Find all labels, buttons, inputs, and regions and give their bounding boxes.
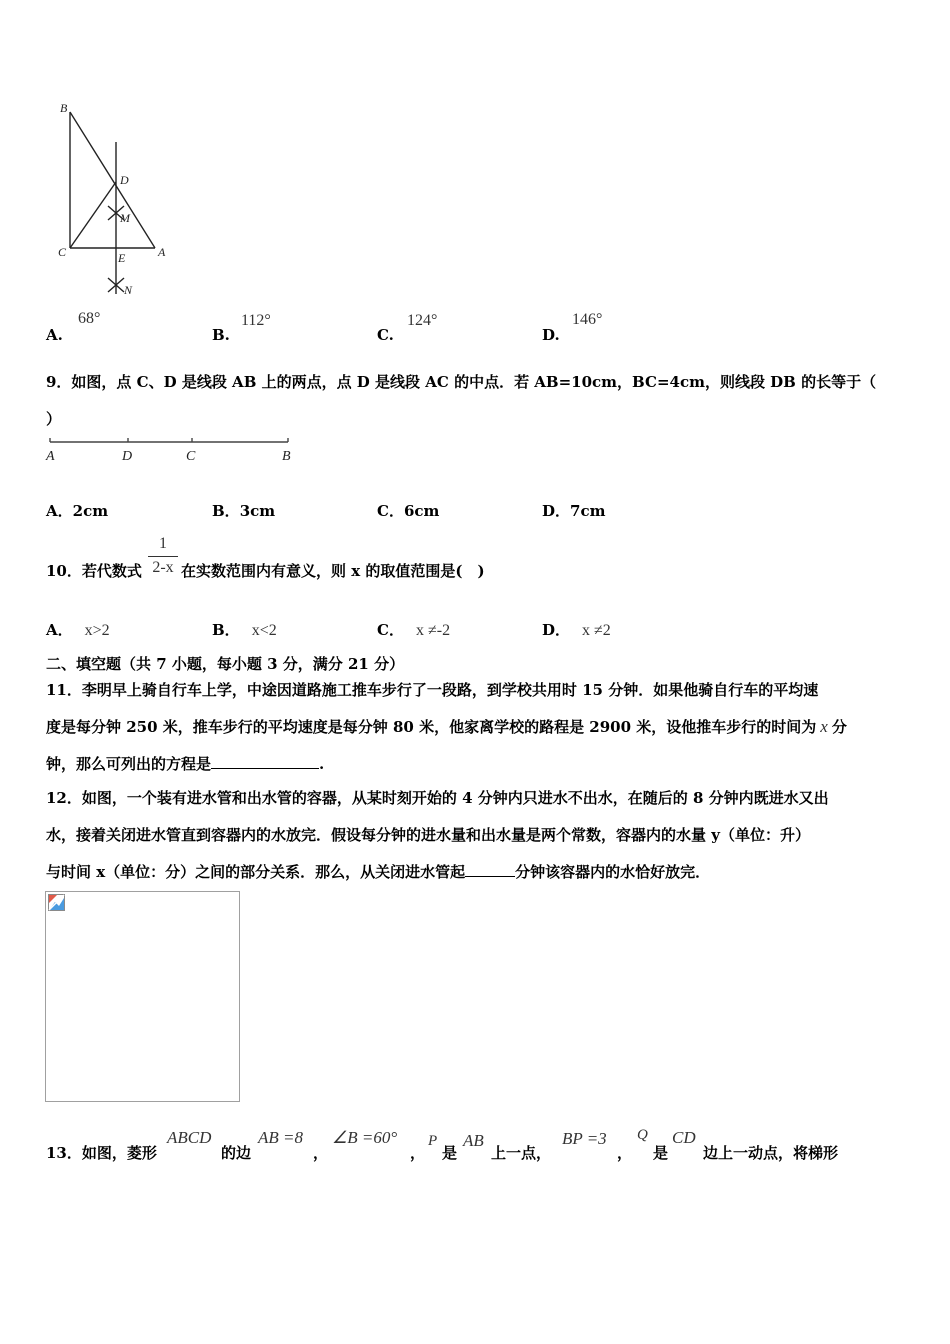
q9-segment-figure <box>44 434 298 468</box>
q10-fraction-numerator: 1 <box>159 535 167 552</box>
q9-option-b: B．3cm <box>212 502 276 520</box>
label-a: A <box>158 245 166 259</box>
q12-text-line2: 水，接着关闭进水管直到容器内的水放完．假设每分钟的进水量和出水量是两个常数，容器内的水量 y（单位：升） <box>46 826 810 844</box>
q10-option-d: D． x ≠2 <box>542 621 611 639</box>
q12-text-line1: 12．如图，一个装有进水管和出水管的容器，从某时刻开始的 4 分钟内只进水不出水，在随后的 8 分钟内既进水又出 <box>46 789 829 807</box>
q8-option-c: C. <box>377 326 394 344</box>
q13-text-shi-2: 是 <box>653 1144 669 1162</box>
q10-fraction-denominator: 2-x <box>152 559 174 576</box>
q8-option-b-value: 112° <box>241 312 271 329</box>
q10-option-a: A． x>2 <box>46 621 110 639</box>
label-m: M <box>120 211 130 225</box>
label-b: B <box>60 101 68 115</box>
q8-option-c-value: 124° <box>407 312 438 329</box>
q11-text-line3: 钟，那么可列出的方程是 . <box>46 755 325 773</box>
q11-text-line1: 11．李明早上骑自行车上学，中途因道路施工推车步行了一段路，到学校共用时 15 分钟．如果他骑自行车的平均速 <box>46 681 819 699</box>
q11-answer-blank[interactable] <box>211 754 319 769</box>
q9-option-c: C．6cm <box>377 502 440 520</box>
q13-text-bian: 的边 <box>221 1144 252 1162</box>
q8-option-a-value: 68° <box>78 310 101 327</box>
label-e: E <box>118 251 126 265</box>
q9-text-line2: ） <box>46 410 62 428</box>
q10-option-c: C． x ≠-2 <box>377 621 451 639</box>
q13-point-p: P <box>428 1133 438 1149</box>
q8-option-d-value: 146° <box>572 311 603 328</box>
q13-point-q: Q <box>637 1127 648 1143</box>
q13-comma-1: ， <box>313 1144 329 1162</box>
q10-fraction-bar <box>148 556 178 557</box>
q13-bp-eq: BP =3 <box>562 1129 607 1148</box>
q13-angle-b: ∠B =60° <box>332 1128 398 1147</box>
seg-label-c: C <box>186 449 196 464</box>
q10-option-b: B． x<2 <box>212 621 277 639</box>
seg-label-a: A <box>46 449 55 464</box>
label-c: C <box>58 245 67 259</box>
seg-label-d: D <box>122 449 133 464</box>
broken-image-icon <box>48 894 66 912</box>
q13-cd: CD <box>672 1128 696 1147</box>
q8-option-b: B. <box>212 326 230 344</box>
label-n: N <box>124 283 133 297</box>
q13-text-suffix: 边上一动点，将梯形 <box>703 1144 839 1162</box>
broken-image-placeholder <box>45 891 240 1102</box>
q9-text-line1: 9．如图，点 C、D 是线段 AB 上的两点，点 D 是线段 AC 的中点．若 AB=10cm，BC=4cm，则线段 DB 的长等于（ <box>46 373 877 391</box>
q10-suffix: 在实数范围内有意义，则 x 的取值范围是( ) <box>181 562 485 580</box>
label-d: D <box>120 173 129 187</box>
q13-prefix: 13．如图，菱形 <box>46 1144 157 1162</box>
q13-text-shi-1: 是 <box>442 1144 458 1162</box>
section-heading: 二、填空题（共 7 小题，每小题 3 分，满分 21 分） <box>46 655 405 673</box>
q8-option-a: A. <box>46 326 63 344</box>
q9-option-d: D．7cm <box>542 502 606 520</box>
q13-shape-name: ABCD <box>167 1128 212 1147</box>
q13-comma-3: ， <box>617 1144 633 1162</box>
q13-text-shangyidian: 上一点， <box>491 1144 552 1162</box>
q8-geometry-figure <box>50 96 180 301</box>
q13-ab-eq: AB =8 <box>258 1128 303 1147</box>
q12-answer-blank[interactable] <box>465 862 515 877</box>
q13-ab: AB <box>463 1131 484 1150</box>
q12-text-line3: 与时间 x（单位：分）之间的部分关系．那么，从关闭进水管起 分钟该容器内的水恰好放完． <box>46 863 711 881</box>
q13-comma-2: ， <box>410 1144 426 1162</box>
seg-label-b: B <box>282 449 291 464</box>
q10-prefix: 10．若代数式 <box>46 562 142 580</box>
q8-option-d: D. <box>542 326 560 344</box>
q11-text-line2: 度是每分钟 250 米，推车步行的平均速度是每分钟 80 米，他家离学校的路程是 2900 米，设他推车步行的时间为 x 分 <box>46 717 847 736</box>
q9-option-a: A．2cm <box>46 502 109 520</box>
